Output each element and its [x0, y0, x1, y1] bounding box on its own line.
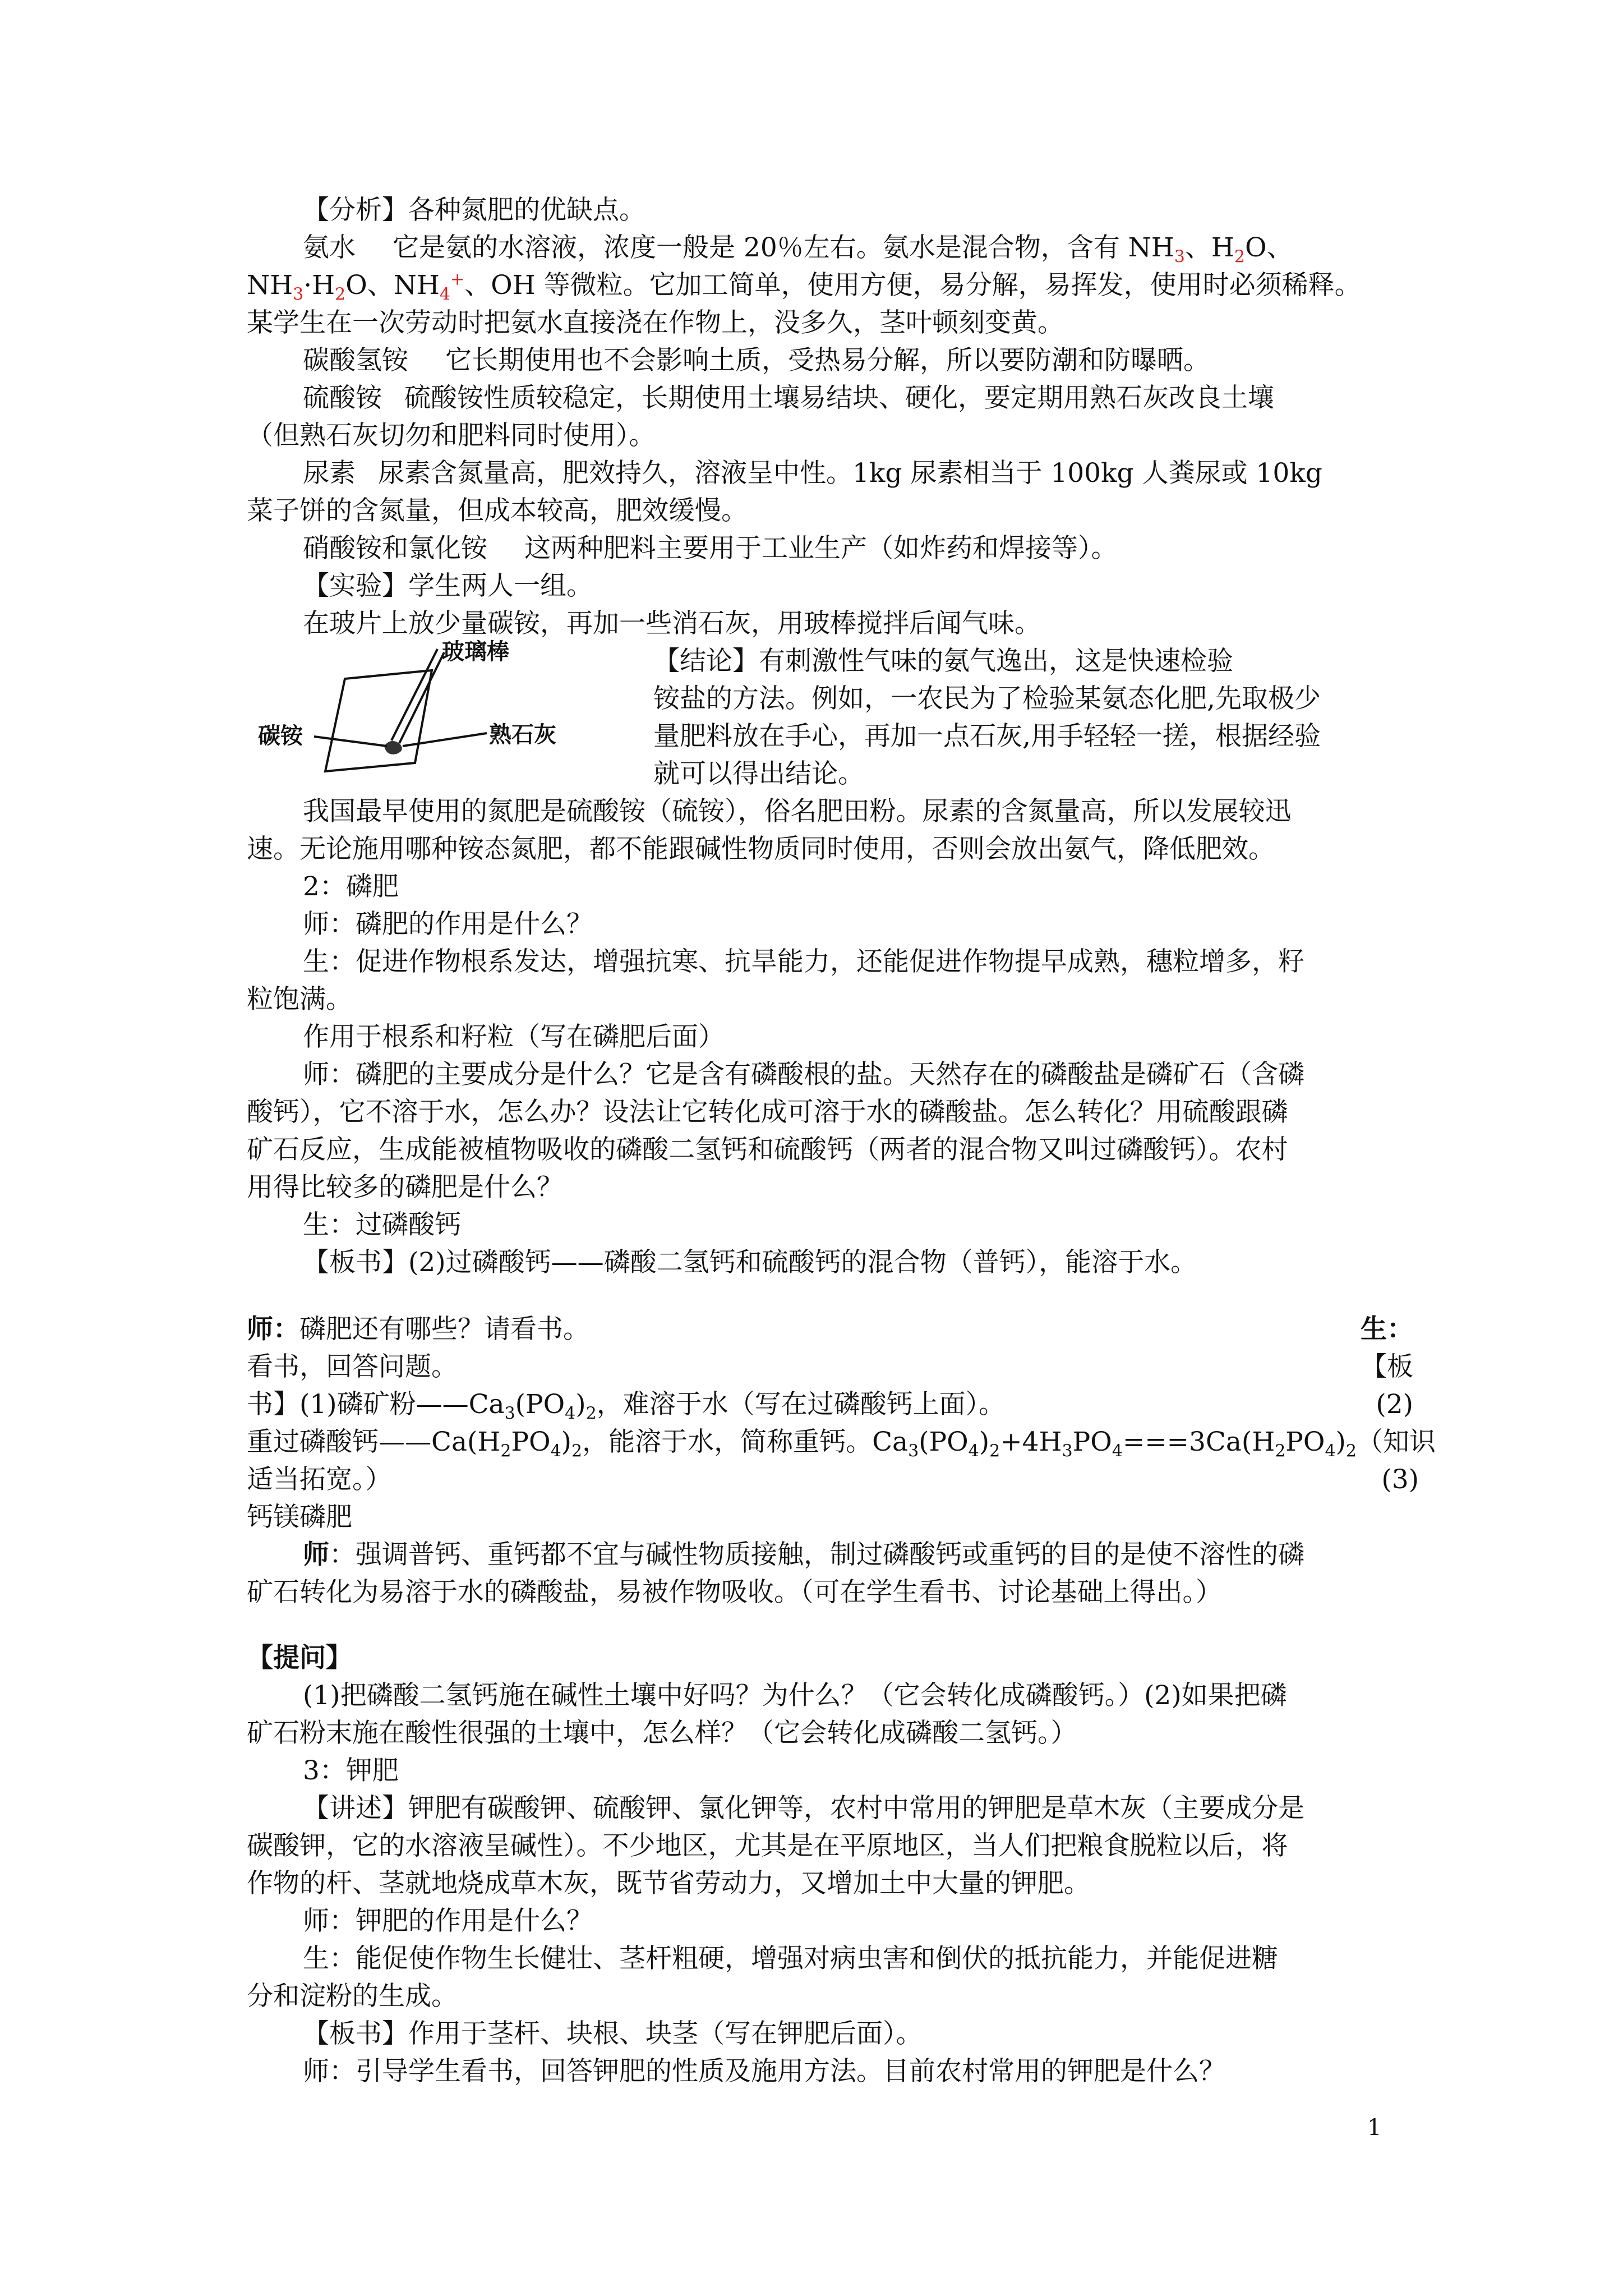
- text-line: 铵盐的方法。例如，一农民为了检验某氨态化肥,先取极少: [653, 683, 1321, 714]
- text-line: 作用于根系和籽粒（写在磷肥后面）: [303, 1022, 725, 1052]
- text-line: 分和淀粉的生成。: [247, 1981, 458, 2012]
- text-line: 量肥料放在手心，再加一点石灰,用手轻轻一搓，根据经验: [653, 721, 1321, 752]
- text-line: 碳酸氢铵 它长期使用也不会影响土质，受热易分解，所以要防潮和防曝晒。: [303, 345, 1210, 376]
- text-line: 看书，回答问题。 【板: [247, 1351, 1413, 1382]
- text-line: 【板书】(2)过磷酸钙——磷酸二氢钙和硫酸钙的混合物（普钙），能溶于水。: [303, 1247, 1197, 1278]
- text-line: 师：钾肥的作用是什么？: [303, 1906, 593, 1936]
- text-line: 师：引导学生看书，回答钾肥的性质及施用方法。目前农村常用的钾肥是什么？: [303, 2056, 1225, 2087]
- figure-label-rod: 玻璃棒: [442, 639, 509, 665]
- text-line: 钙镁磷肥: [247, 1502, 352, 1533]
- text-line: 矿石转化为易溶于水的磷酸盐，易被作物吸收。（可在学生看书、讨论基础上得出。）: [247, 1577, 1222, 1608]
- text-line: 就可以得出结论。: [653, 758, 864, 789]
- text-line: 矿石反应，生成能被植物吸收的磷酸二氢钙和硫酸钙（两者的混合物又叫过磷酸钙）。农村: [247, 1134, 1288, 1165]
- text-line: 用得比较多的磷肥是什么？: [247, 1172, 563, 1203]
- text-line: 生：能促使作物生长健壮、茎杆粗硬，增强对病虫害和倒伏的抵抗能力，并能促进糖: [303, 1943, 1278, 1974]
- page-number: 1: [1367, 2115, 1382, 2141]
- text-line: 【实验】学生两人一组。: [303, 570, 593, 601]
- text-line: 2：磷肥: [303, 871, 399, 902]
- figure-label-right: 熟石灰: [489, 722, 556, 748]
- text-line: 碳酸钾，它的水溶液呈碱性）。不少地区，尤其是在平原地区，当人们把粮食脱粒以后，将: [247, 1830, 1288, 1861]
- text-line: (1)把磷酸二氢钙施在碱性土壤中好吗？为什么？（它会转化成磷酸钙。）(2)如果把磷: [303, 1680, 1287, 1711]
- text-line: 师：强调普钙、重钙都不宜与碱性物质接触，制过磷酸钙或重钙的目的是使不溶性的磷: [303, 1539, 1304, 1570]
- text-line: 菜子饼的含氮量，但成本较高，肥效缓慢。: [247, 495, 748, 526]
- text-line: 生：过磷酸钙: [303, 1209, 461, 1240]
- text-line: 【提问】: [247, 1642, 352, 1673]
- text-line: 【分析】各种氮肥的优缺点。: [303, 195, 645, 226]
- text-line: 书】(1)磷矿粉$——Ca_3(PO_4)_2$，难溶于水（写在过磷酸钙上面）。 (2): [247, 1389, 1413, 1424]
- text-line: $NH_3\cdot H_2O$、$NH_4^+$、OH 等微粒。它加工简单，使用方便，易分解，易挥发，使用时必须稀释。: [247, 269, 1361, 305]
- glass-slide: [325, 670, 432, 771]
- text-line: 【讲述】钾肥有碳酸钾、硫酸钾、氯化钾等，农村中常用的钾肥是草木灰（主要成分是: [303, 1793, 1304, 1824]
- text-line: 某学生在一次劳动时把氨水直接浇在作物上，没多久，茎叶顿刻变黄。: [247, 307, 1064, 338]
- text-line: 酸钙），它不溶于水，怎么办？设法让它转化成可溶于水的磷酸盐。怎么转化？用硫酸跟磷: [247, 1097, 1288, 1128]
- text-line: 【板书】作用于茎杆、块根、块茎（写在钾肥后面）。: [303, 2018, 923, 2049]
- figure-label-left: 碳铵: [258, 723, 303, 749]
- text-line: 矿石粉末施在酸性很强的土壤中，怎么样？（它会转化成磷酸二氢钙。）: [247, 1718, 1077, 1749]
- text-line: 在玻片上放少量碳铵，再加一些消石灰，用玻棒搅拌后闻气味。: [303, 608, 1041, 639]
- text-line: 作物的杆、茎就地烧成草木灰，既节省劳动力，又增加土中大量的钾肥。: [247, 1868, 1090, 1899]
- text-line: 尿素 尿素含氮量高，肥效持久，溶液呈中性。1kg 尿素相当于 100kg 人粪尿或 10kg: [303, 458, 1322, 489]
- experiment-figure: [247, 637, 594, 783]
- text-line: 生：促进作物根系发达，增强抗寒、抗旱能力，还能促进作物提早成熟，穗粒增多，籽: [303, 946, 1304, 977]
- text-line: 速。无论施用哪种铵态氮肥，都不能跟碱性物质同时使用，否则会放出氨气，降低肥效。: [247, 834, 1275, 864]
- text-line: 【结论】有刺激性气味的氨气逸出，这是快速检验: [653, 646, 1233, 677]
- text-line: 师：磷肥的主要成分是什么？它是含有磷酸根的盐。天然存在的磷酸盐是磷矿石（含磷: [303, 1059, 1304, 1090]
- text-line: 适当拓宽。） (3): [247, 1464, 1419, 1495]
- text-line: 硝酸铵和氯化铵 这两种肥料主要用于工业生产（如炸药和焊接等）。: [303, 533, 1118, 564]
- text-line: 我国最早使用的氮肥是硫酸铵（硫铵），俗名肥田粉。尿素的含氮量高，所以发展较迅: [303, 796, 1292, 827]
- text-line: 3：钾肥: [303, 1755, 399, 1786]
- text-line: 氨水 它是氨的水溶液，浓度一般是 20％左右。氨水是混合物，含有 $NH_3$、$H_2O$、: [303, 232, 1293, 267]
- text-line: 硫酸铵 硫酸铵性质较稳定，长期使用土壤易结块、硬化，要定期用熟石灰改良土壤: [303, 383, 1274, 413]
- text-line: 粒饱满。: [247, 984, 352, 1015]
- text-line: 师：磷肥还有哪些？请看书。 生：: [247, 1314, 1413, 1345]
- text-line: （但熟石灰切勿和肥料同时使用）。: [247, 420, 656, 451]
- text-line: 师：磷肥的作用是什么？: [303, 909, 593, 940]
- text-line: 重过磷酸钙$——Ca(H_2PO_4)_2$，能溶于水，简称重钙。$Ca_3(PO_4)_2+4H_3PO_4===3Ca(H_2PO_4)_2$（知识: [247, 1427, 1436, 1461]
